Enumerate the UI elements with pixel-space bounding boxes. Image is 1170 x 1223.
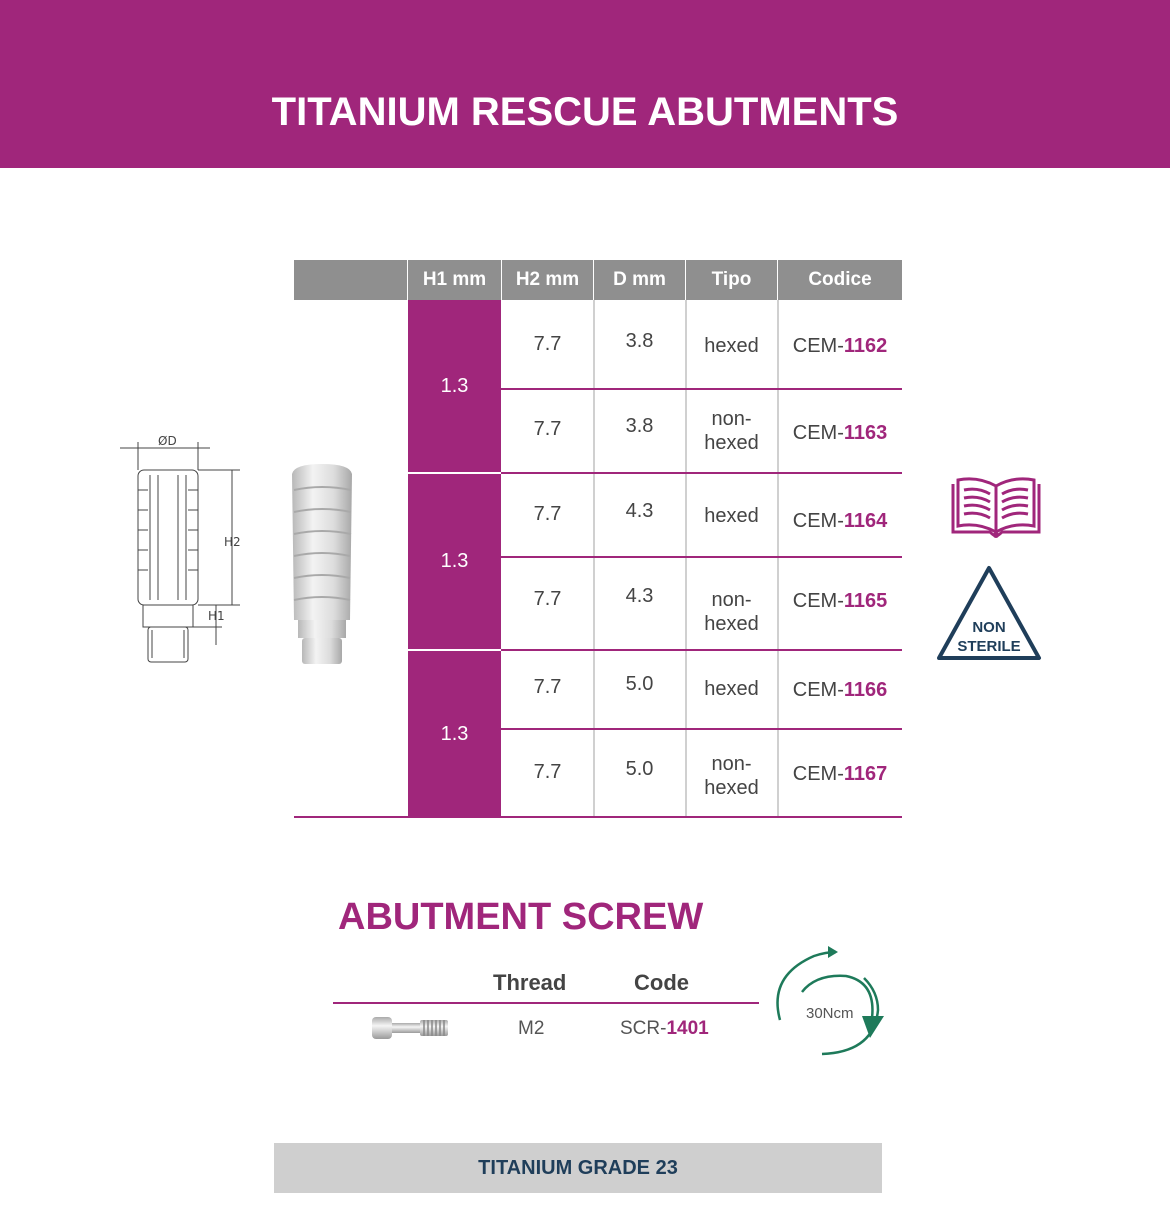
torque-icon <box>766 946 890 1058</box>
row5-tipo: hexed <box>704 678 759 700</box>
grid-vline <box>685 300 687 816</box>
non-sterile-line1: NON <box>972 619 1006 636</box>
row6-d: 5.0 <box>625 758 654 780</box>
header-h1: H1 mm <box>408 260 501 300</box>
header-h2: H2 mm <box>502 260 593 300</box>
row1-tipo: hexed <box>704 335 759 357</box>
h1-separator <box>408 472 501 474</box>
row-divider <box>501 649 902 651</box>
row1-code: CEM-1162 <box>792 335 888 357</box>
abutment-table <box>294 260 902 818</box>
row3-h2: 7.7 <box>533 503 562 525</box>
row5-h2: 7.7 <box>533 676 562 698</box>
non-sterile-line2: STERILE <box>957 638 1021 655</box>
non-sterile-badge <box>935 564 1043 662</box>
table-header-blank <box>294 260 407 300</box>
row1-h2: 7.7 <box>533 333 562 355</box>
grid-vline <box>593 300 595 816</box>
row6-h2: 7.7 <box>533 761 562 783</box>
row4-h2: 7.7 <box>533 588 562 610</box>
grid-vline <box>777 300 779 816</box>
screw-image <box>370 1014 450 1042</box>
h1-label: H1 <box>208 609 225 623</box>
material-footer: TITANIUM GRADE 23 <box>274 1143 882 1193</box>
row3-code: CEM-1164 <box>792 510 888 532</box>
abutment-drawing <box>110 430 260 670</box>
screw-section-title: ABUTMENT SCREW <box>338 896 704 938</box>
torque-value: 30Ncm <box>806 1005 854 1022</box>
h1-group-1: 1.3 <box>408 300 501 472</box>
screw-divider <box>333 1002 759 1004</box>
row2-code: CEM-1163 <box>792 422 888 444</box>
table-bottom-line <box>294 816 902 818</box>
page-title: TITANIUM RESCUE ABUTMENTS <box>271 90 899 134</box>
code-header: Code <box>634 970 689 995</box>
row6-code: CEM-1167 <box>792 763 888 785</box>
row2-d: 3.8 <box>625 415 654 437</box>
book-icon <box>950 476 1042 540</box>
row1-d: 3.8 <box>625 330 654 352</box>
row-divider <box>501 388 902 390</box>
row2-tipo: non- hexed <box>704 408 759 454</box>
row3-d: 4.3 <box>625 500 654 522</box>
header-codice: Codice <box>778 260 902 300</box>
row4-code: CEM-1165 <box>792 590 888 612</box>
h1-group-2: 1.3 <box>408 474 501 649</box>
h1-separator <box>408 649 501 651</box>
row5-d: 5.0 <box>625 673 654 695</box>
header-d: D mm <box>594 260 685 300</box>
row2-h2: 7.7 <box>533 418 562 440</box>
header-tipo: Tipo <box>686 260 777 300</box>
row6-tipo: non- hexed <box>704 753 759 799</box>
diameter-label: ØD <box>158 434 177 448</box>
row-divider <box>501 556 902 558</box>
row-divider <box>501 728 902 730</box>
row4-d: 4.3 <box>625 585 654 607</box>
row5-code: CEM-1166 <box>792 679 888 701</box>
row-divider <box>501 472 902 474</box>
thread-header: Thread <box>493 970 567 995</box>
screw-thread: M2 <box>518 1018 545 1039</box>
row3-tipo: hexed <box>704 505 759 527</box>
h2-label: H2 <box>224 535 241 549</box>
header-banner <box>0 0 1170 168</box>
row4-tipo: non- hexed <box>704 589 759 635</box>
screw-code: SCR-1401 <box>620 1018 709 1039</box>
h1-group-3: 1.3 <box>408 651 501 817</box>
